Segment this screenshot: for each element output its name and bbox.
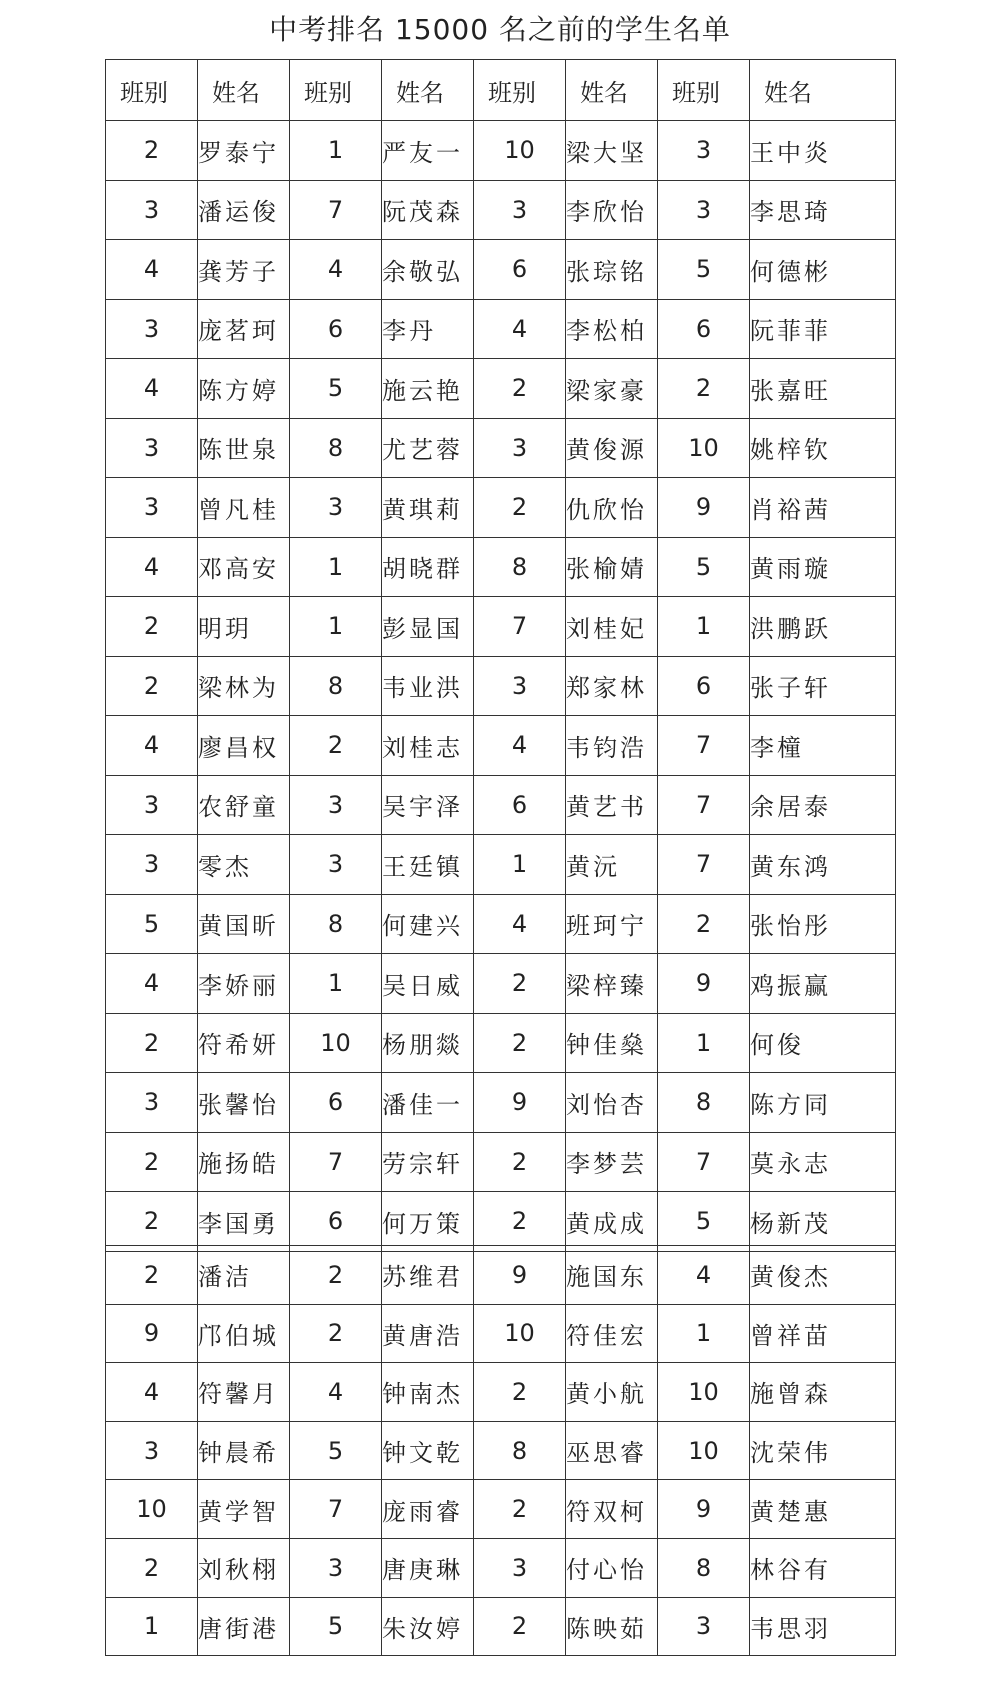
student-name-cell: 施扬皓 xyxy=(198,1132,290,1192)
student-name-cell: 曾凡桂 xyxy=(198,478,290,538)
student-name-cell: 施曾森 xyxy=(750,1363,896,1422)
student-name-cell: 农舒童 xyxy=(198,775,290,835)
class-cell: 10 xyxy=(290,1013,382,1073)
class-cell: 1 xyxy=(290,954,382,1014)
student-name-cell: 零杰 xyxy=(198,835,290,895)
student-name-cell: 沈荣伟 xyxy=(750,1421,896,1480)
student-name-cell: 明玥 xyxy=(198,597,290,657)
class-cell: 4 xyxy=(290,240,382,300)
class-cell: 3 xyxy=(290,1538,382,1597)
table-row xyxy=(106,1304,896,1363)
student-name-cell: 黄楚惠 xyxy=(750,1480,896,1539)
student-name-cell: 陈方同 xyxy=(750,1073,896,1133)
table-row xyxy=(106,1597,896,1656)
class-cell: 4 xyxy=(474,894,566,954)
class-cell: 6 xyxy=(290,1073,382,1133)
student-name-cell: 张子轩 xyxy=(750,656,896,716)
class-cell: 3 xyxy=(106,478,198,538)
student-name-cell: 张馨怡 xyxy=(198,1073,290,1133)
student-name-cell: 胡晓群 xyxy=(382,537,474,597)
class-cell: 7 xyxy=(290,180,382,240)
table-row xyxy=(106,1421,896,1480)
student-name-cell: 黄雨璇 xyxy=(750,537,896,597)
student-name-cell: 李丹 xyxy=(382,299,474,359)
student-table-top xyxy=(105,59,896,1252)
student-name-cell: 施国东 xyxy=(566,1246,658,1305)
table-row xyxy=(106,1073,896,1133)
student-name-cell: 庞茗珂 xyxy=(198,299,290,359)
student-name-cell: 李梦芸 xyxy=(566,1132,658,1192)
student-name-cell: 何建兴 xyxy=(382,894,474,954)
student-name-cell: 王廷镇 xyxy=(382,835,474,895)
header-name: 姓名 xyxy=(750,60,896,121)
class-cell: 2 xyxy=(106,1246,198,1305)
class-cell: 2 xyxy=(474,1132,566,1192)
class-cell: 4 xyxy=(658,1246,750,1305)
student-name-cell: 唐庚琳 xyxy=(382,1538,474,1597)
student-name-cell: 符双柯 xyxy=(566,1480,658,1539)
class-cell: 3 xyxy=(106,1073,198,1133)
student-name-cell: 彭显国 xyxy=(382,597,474,657)
table-row xyxy=(106,121,896,181)
student-name-cell: 罗泰宁 xyxy=(198,121,290,181)
student-name-cell: 钟晨希 xyxy=(198,1421,290,1480)
student-name-cell: 劳宗轩 xyxy=(382,1132,474,1192)
class-cell: 6 xyxy=(290,299,382,359)
class-cell: 8 xyxy=(290,418,382,478)
table-row xyxy=(106,180,896,240)
class-cell: 2 xyxy=(106,656,198,716)
student-table-bottom xyxy=(105,1245,896,1656)
class-cell: 3 xyxy=(658,1597,750,1656)
class-cell: 2 xyxy=(474,954,566,1014)
class-cell: 7 xyxy=(658,775,750,835)
class-cell: 2 xyxy=(474,1013,566,1073)
student-name-cell: 钟佳燊 xyxy=(566,1013,658,1073)
student-name-cell: 潘佳一 xyxy=(382,1073,474,1133)
student-name-cell: 唐街港 xyxy=(198,1597,290,1656)
class-cell: 2 xyxy=(106,1132,198,1192)
student-name-cell: 符佳宏 xyxy=(566,1304,658,1363)
table-row xyxy=(106,954,896,1014)
class-cell: 3 xyxy=(290,775,382,835)
class-cell: 3 xyxy=(106,299,198,359)
class-cell: 7 xyxy=(658,1132,750,1192)
class-cell: 5 xyxy=(658,240,750,300)
student-name-cell: 韦钧浩 xyxy=(566,716,658,776)
class-cell: 3 xyxy=(658,121,750,181)
student-name-cell: 付心怡 xyxy=(566,1538,658,1597)
class-cell: 3 xyxy=(474,1538,566,1597)
student-name-cell: 张怡彤 xyxy=(750,894,896,954)
student-name-cell: 邝伯城 xyxy=(198,1304,290,1363)
student-name-cell: 黄小航 xyxy=(566,1363,658,1422)
student-name-cell: 何俊 xyxy=(750,1013,896,1073)
class-cell: 3 xyxy=(106,180,198,240)
student-name-cell: 余敬弘 xyxy=(382,240,474,300)
class-cell: 1 xyxy=(474,835,566,895)
student-name-cell: 仇欣怡 xyxy=(566,478,658,538)
student-name-cell: 黄琪莉 xyxy=(382,478,474,538)
class-cell: 2 xyxy=(290,716,382,776)
table-row xyxy=(106,240,896,300)
class-cell: 10 xyxy=(474,121,566,181)
student-name-cell: 潘洁 xyxy=(198,1246,290,1305)
student-name-cell: 郑家林 xyxy=(566,656,658,716)
student-name-cell: 黄成成 xyxy=(566,1192,658,1252)
table-row xyxy=(106,1246,896,1305)
student-name-cell: 符馨月 xyxy=(198,1363,290,1422)
class-cell: 1 xyxy=(290,121,382,181)
class-cell: 4 xyxy=(106,240,198,300)
student-name-cell: 李娇丽 xyxy=(198,954,290,1014)
class-cell: 4 xyxy=(106,1363,198,1422)
student-name-cell: 梁林为 xyxy=(198,656,290,716)
class-cell: 2 xyxy=(106,1192,198,1252)
student-name-cell: 莫永志 xyxy=(750,1132,896,1192)
student-name-cell: 尤艺蓉 xyxy=(382,418,474,478)
student-name-cell: 鸡振赢 xyxy=(750,954,896,1014)
class-cell: 4 xyxy=(106,954,198,1014)
class-cell: 8 xyxy=(474,1421,566,1480)
student-name-cell: 刘桂志 xyxy=(382,716,474,776)
class-cell: 10 xyxy=(106,1480,198,1539)
class-cell: 6 xyxy=(474,775,566,835)
table-row xyxy=(106,597,896,657)
class-cell: 4 xyxy=(290,1363,382,1422)
student-name-cell: 张榆婧 xyxy=(566,537,658,597)
class-cell: 2 xyxy=(658,894,750,954)
student-name-cell: 陈世泉 xyxy=(198,418,290,478)
class-cell: 3 xyxy=(290,478,382,538)
table-row xyxy=(106,418,896,478)
student-name-cell: 韦思羽 xyxy=(750,1597,896,1656)
student-name-cell: 曾祥苗 xyxy=(750,1304,896,1363)
student-name-cell: 龚芳子 xyxy=(198,240,290,300)
class-cell: 8 xyxy=(290,656,382,716)
student-name-cell: 李国勇 xyxy=(198,1192,290,1252)
table-row xyxy=(106,1538,896,1597)
class-cell: 3 xyxy=(106,835,198,895)
class-cell: 4 xyxy=(106,359,198,419)
student-name-cell: 王中炎 xyxy=(750,121,896,181)
student-name-cell: 李橦 xyxy=(750,716,896,776)
student-name-cell: 陈映茹 xyxy=(566,1597,658,1656)
header-class: 班别 xyxy=(474,60,566,121)
class-cell: 9 xyxy=(658,954,750,1014)
class-cell: 9 xyxy=(658,478,750,538)
student-name-cell: 林谷有 xyxy=(750,1538,896,1597)
table-row xyxy=(106,537,896,597)
class-cell: 10 xyxy=(658,418,750,478)
table-row xyxy=(106,716,896,776)
table-row xyxy=(106,299,896,359)
student-name-cell: 杨朋燚 xyxy=(382,1013,474,1073)
class-cell: 6 xyxy=(290,1192,382,1252)
class-cell: 3 xyxy=(658,180,750,240)
class-cell: 2 xyxy=(106,1013,198,1073)
class-cell: 7 xyxy=(658,835,750,895)
student-name-cell: 邓高安 xyxy=(198,537,290,597)
class-cell: 10 xyxy=(658,1363,750,1422)
student-name-cell: 余居泰 xyxy=(750,775,896,835)
table-row xyxy=(106,1192,896,1252)
page-title: 中考排名 15000 名之前的学生名单 xyxy=(269,13,731,46)
class-cell: 7 xyxy=(658,716,750,776)
class-cell: 3 xyxy=(474,418,566,478)
student-name-cell: 朱汝婷 xyxy=(382,1597,474,1656)
class-cell: 2 xyxy=(106,597,198,657)
student-name-cell: 苏维君 xyxy=(382,1246,474,1305)
class-cell: 3 xyxy=(290,835,382,895)
table-row xyxy=(106,835,896,895)
class-cell: 1 xyxy=(106,1597,198,1656)
table-row xyxy=(106,359,896,419)
class-cell: 5 xyxy=(106,894,198,954)
table-row xyxy=(106,775,896,835)
student-name-cell: 吴日威 xyxy=(382,954,474,1014)
class-cell: 1 xyxy=(658,1013,750,1073)
class-cell: 7 xyxy=(290,1480,382,1539)
student-name-cell: 张琮铭 xyxy=(566,240,658,300)
class-cell: 4 xyxy=(106,716,198,776)
student-name-cell: 洪鹏跃 xyxy=(750,597,896,657)
header-class: 班别 xyxy=(106,60,198,121)
class-cell: 2 xyxy=(290,1304,382,1363)
class-cell: 5 xyxy=(658,537,750,597)
class-cell: 5 xyxy=(290,359,382,419)
student-name-cell: 刘怡杏 xyxy=(566,1073,658,1133)
class-cell: 4 xyxy=(106,537,198,597)
class-cell: 9 xyxy=(474,1073,566,1133)
class-cell: 2 xyxy=(106,1538,198,1597)
class-cell: 2 xyxy=(474,478,566,538)
table-row xyxy=(106,1132,896,1192)
header-name: 姓名 xyxy=(566,60,658,121)
table-row xyxy=(106,1363,896,1422)
student-name-cell: 梁家豪 xyxy=(566,359,658,419)
student-name-cell: 黄俊杰 xyxy=(750,1246,896,1305)
class-cell: 3 xyxy=(106,1421,198,1480)
student-name-cell: 李欣怡 xyxy=(566,180,658,240)
student-name-cell: 严友一 xyxy=(382,121,474,181)
class-cell: 3 xyxy=(474,656,566,716)
class-cell: 6 xyxy=(658,656,750,716)
class-cell: 1 xyxy=(658,597,750,657)
class-cell: 8 xyxy=(658,1073,750,1133)
student-name-cell: 班珂宁 xyxy=(566,894,658,954)
class-cell: 5 xyxy=(658,1192,750,1252)
student-name-cell: 黄俊源 xyxy=(566,418,658,478)
class-cell: 9 xyxy=(658,1480,750,1539)
student-name-cell: 钟文乾 xyxy=(382,1421,474,1480)
student-name-cell: 钟南杰 xyxy=(382,1363,474,1422)
class-cell: 8 xyxy=(474,537,566,597)
class-cell: 2 xyxy=(474,359,566,419)
student-name-cell: 李松柏 xyxy=(566,299,658,359)
student-name-cell: 肖裕茜 xyxy=(750,478,896,538)
class-cell: 1 xyxy=(290,597,382,657)
class-cell: 7 xyxy=(290,1132,382,1192)
student-name-cell: 阮茂森 xyxy=(382,180,474,240)
student-name-cell: 阮菲菲 xyxy=(750,299,896,359)
student-name-cell: 符希妍 xyxy=(198,1013,290,1073)
class-cell: 3 xyxy=(106,418,198,478)
table-row xyxy=(106,656,896,716)
student-name-cell: 施云艳 xyxy=(382,359,474,419)
student-name-cell: 韦业洪 xyxy=(382,656,474,716)
student-name-cell: 庞雨睿 xyxy=(382,1480,474,1539)
class-cell: 1 xyxy=(290,537,382,597)
student-name-cell: 黄艺书 xyxy=(566,775,658,835)
student-name-cell: 黄国昕 xyxy=(198,894,290,954)
class-cell: 2 xyxy=(290,1246,382,1305)
header-name: 姓名 xyxy=(198,60,290,121)
class-cell: 2 xyxy=(474,1480,566,1539)
class-cell: 5 xyxy=(290,1597,382,1656)
student-name-cell: 梁大坚 xyxy=(566,121,658,181)
student-name-cell: 黄学智 xyxy=(198,1480,290,1539)
class-cell: 2 xyxy=(474,1192,566,1252)
class-cell: 9 xyxy=(106,1304,198,1363)
student-name-cell: 何万策 xyxy=(382,1192,474,1252)
header-class: 班别 xyxy=(290,60,382,121)
class-cell: 4 xyxy=(474,716,566,776)
student-name-cell: 陈方婷 xyxy=(198,359,290,419)
student-name-cell: 刘桂妃 xyxy=(566,597,658,657)
student-name-cell: 廖昌权 xyxy=(198,716,290,776)
table-row xyxy=(106,1480,896,1539)
student-name-cell: 梁梓臻 xyxy=(566,954,658,1014)
table-row xyxy=(106,894,896,954)
class-cell: 3 xyxy=(106,775,198,835)
student-name-cell: 刘秋栩 xyxy=(198,1538,290,1597)
class-cell: 4 xyxy=(474,299,566,359)
header-row xyxy=(106,60,896,121)
class-cell: 8 xyxy=(290,894,382,954)
student-name-cell: 何德彬 xyxy=(750,240,896,300)
class-cell: 8 xyxy=(658,1538,750,1597)
class-cell: 6 xyxy=(658,299,750,359)
student-name-cell: 李思琦 xyxy=(750,180,896,240)
student-name-cell: 杨新茂 xyxy=(750,1192,896,1252)
header-name: 姓名 xyxy=(382,60,474,121)
student-name-cell: 吴宇泽 xyxy=(382,775,474,835)
table-row xyxy=(106,1013,896,1073)
student-name-cell: 黄沅 xyxy=(566,835,658,895)
student-name-cell: 巫思睿 xyxy=(566,1421,658,1480)
class-cell: 10 xyxy=(474,1304,566,1363)
student-name-cell: 张嘉旺 xyxy=(750,359,896,419)
student-name-cell: 黄东鸿 xyxy=(750,835,896,895)
class-cell: 1 xyxy=(658,1304,750,1363)
class-cell: 5 xyxy=(290,1421,382,1480)
table-row xyxy=(106,478,896,538)
class-cell: 2 xyxy=(474,1597,566,1656)
student-name-cell: 黄唐浩 xyxy=(382,1304,474,1363)
class-cell: 7 xyxy=(474,597,566,657)
class-cell: 2 xyxy=(658,359,750,419)
student-name-cell: 姚梓钦 xyxy=(750,418,896,478)
class-cell: 2 xyxy=(106,121,198,181)
class-cell: 6 xyxy=(474,240,566,300)
class-cell: 2 xyxy=(474,1363,566,1422)
class-cell: 10 xyxy=(658,1421,750,1480)
header-class: 班别 xyxy=(658,60,750,121)
student-name-cell: 潘运俊 xyxy=(198,180,290,240)
class-cell: 9 xyxy=(474,1246,566,1305)
class-cell: 3 xyxy=(474,180,566,240)
